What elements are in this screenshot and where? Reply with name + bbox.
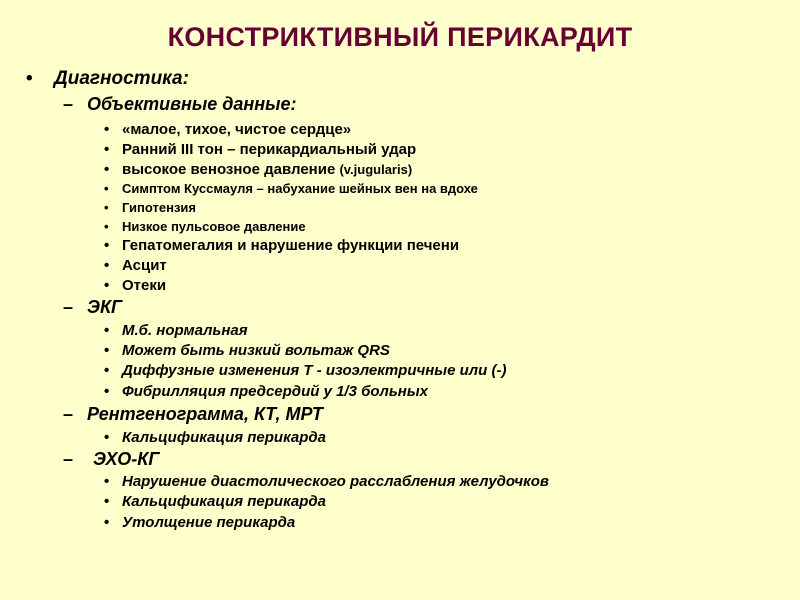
section-heading-text: ЭХО-КГ: [93, 449, 160, 469]
list-item: [104, 429, 326, 446]
dash-marker: –: [63, 404, 74, 424]
section-heading-xray: [63, 404, 323, 425]
list-item: [104, 141, 416, 158]
bullet-marker: •: [26, 68, 33, 89]
list-item: [104, 322, 248, 339]
list-item: [104, 473, 549, 490]
list-item: [104, 257, 167, 274]
list-item-text: Фибрилляция предсердий у 1/3 больных: [122, 383, 428, 400]
list-item: [104, 514, 295, 531]
list-item: [104, 121, 351, 138]
list-item-text: Диффузные изменения Т - изоэлектричные или (-): [122, 362, 507, 379]
dash-marker: –: [63, 297, 74, 317]
list-item-text: Гепатомегалия и нарушение функции печени: [122, 237, 460, 254]
list-item: [104, 342, 390, 359]
section-heading-text: Рентгенограмма, КТ, МРТ: [87, 404, 323, 424]
bullet-marker: •: [104, 200, 109, 215]
list-item: [104, 237, 459, 254]
list-item-text: «малое, тихое, чистое сердце»: [122, 121, 352, 138]
list-item-text: Отеки: [122, 277, 167, 294]
list-item-text: Асцит: [122, 257, 167, 274]
list-item-text: Гипотензия: [122, 200, 196, 215]
list-item-text: Низкое пульсовое давление: [122, 219, 306, 234]
list-item-text: Может быть низкий вольтаж QRS: [122, 342, 390, 359]
list-item: [104, 181, 478, 196]
main-bullet: [26, 68, 189, 90]
bullet-marker: •: [104, 514, 110, 531]
list-item-text: Симптом Куссмауля – набухание шейных вен на вдохе: [122, 181, 478, 196]
bullet-marker: •: [104, 257, 110, 274]
bullet-marker: •: [104, 493, 110, 510]
bullet-marker: •: [104, 181, 109, 196]
section-heading-text: ЭКГ: [87, 297, 123, 317]
bullet-marker: •: [104, 342, 110, 359]
bullet-marker: •: [104, 429, 110, 446]
main-bullet-text: Диагностика:: [54, 68, 189, 89]
list-item-note: (v.jugularis): [339, 162, 413, 177]
bullet-marker: •: [104, 322, 110, 339]
section-heading-ecg: [63, 297, 122, 318]
list-item: [104, 277, 166, 294]
section-heading-text: Объективные данные:: [87, 94, 297, 114]
bullet-marker: •: [104, 121, 110, 138]
bullet-marker: •: [104, 141, 110, 158]
list-item: [104, 493, 326, 510]
list-item-text: Ранний III тон – перикардиальный удар: [122, 141, 417, 158]
list-item-text: Кальцификация перикарда: [122, 493, 326, 510]
bullet-marker: •: [104, 277, 110, 294]
dash-marker: –: [63, 449, 74, 469]
section-heading-echo: [63, 449, 159, 470]
list-item: [104, 219, 306, 234]
list-item-text: Утолщение перикарда: [122, 514, 296, 531]
dash-marker: –: [63, 94, 74, 114]
list-item-text: Кальцификация перикарда: [122, 429, 326, 446]
bullet-marker: •: [104, 219, 109, 234]
list-item: [104, 362, 506, 379]
bullet-marker: •: [104, 362, 110, 379]
section-heading-objective: [63, 94, 296, 115]
list-item: [104, 161, 412, 178]
list-item: [104, 383, 428, 400]
bullet-marker: •: [104, 383, 110, 400]
slide-title: КОНСТРИКТИВНЫЙ ПЕРИКАРДИТ: [167, 22, 633, 52]
bullet-marker: •: [104, 473, 110, 490]
list-item-text: М.б. нормальная: [122, 322, 248, 339]
bullet-marker: •: [104, 237, 110, 254]
list-item-text: высокое венозное давление: [122, 161, 336, 178]
list-item: [104, 200, 196, 215]
list-item-text: Нарушение диастолического расслабления желудочков: [122, 473, 549, 490]
bullet-marker: •: [104, 161, 110, 178]
